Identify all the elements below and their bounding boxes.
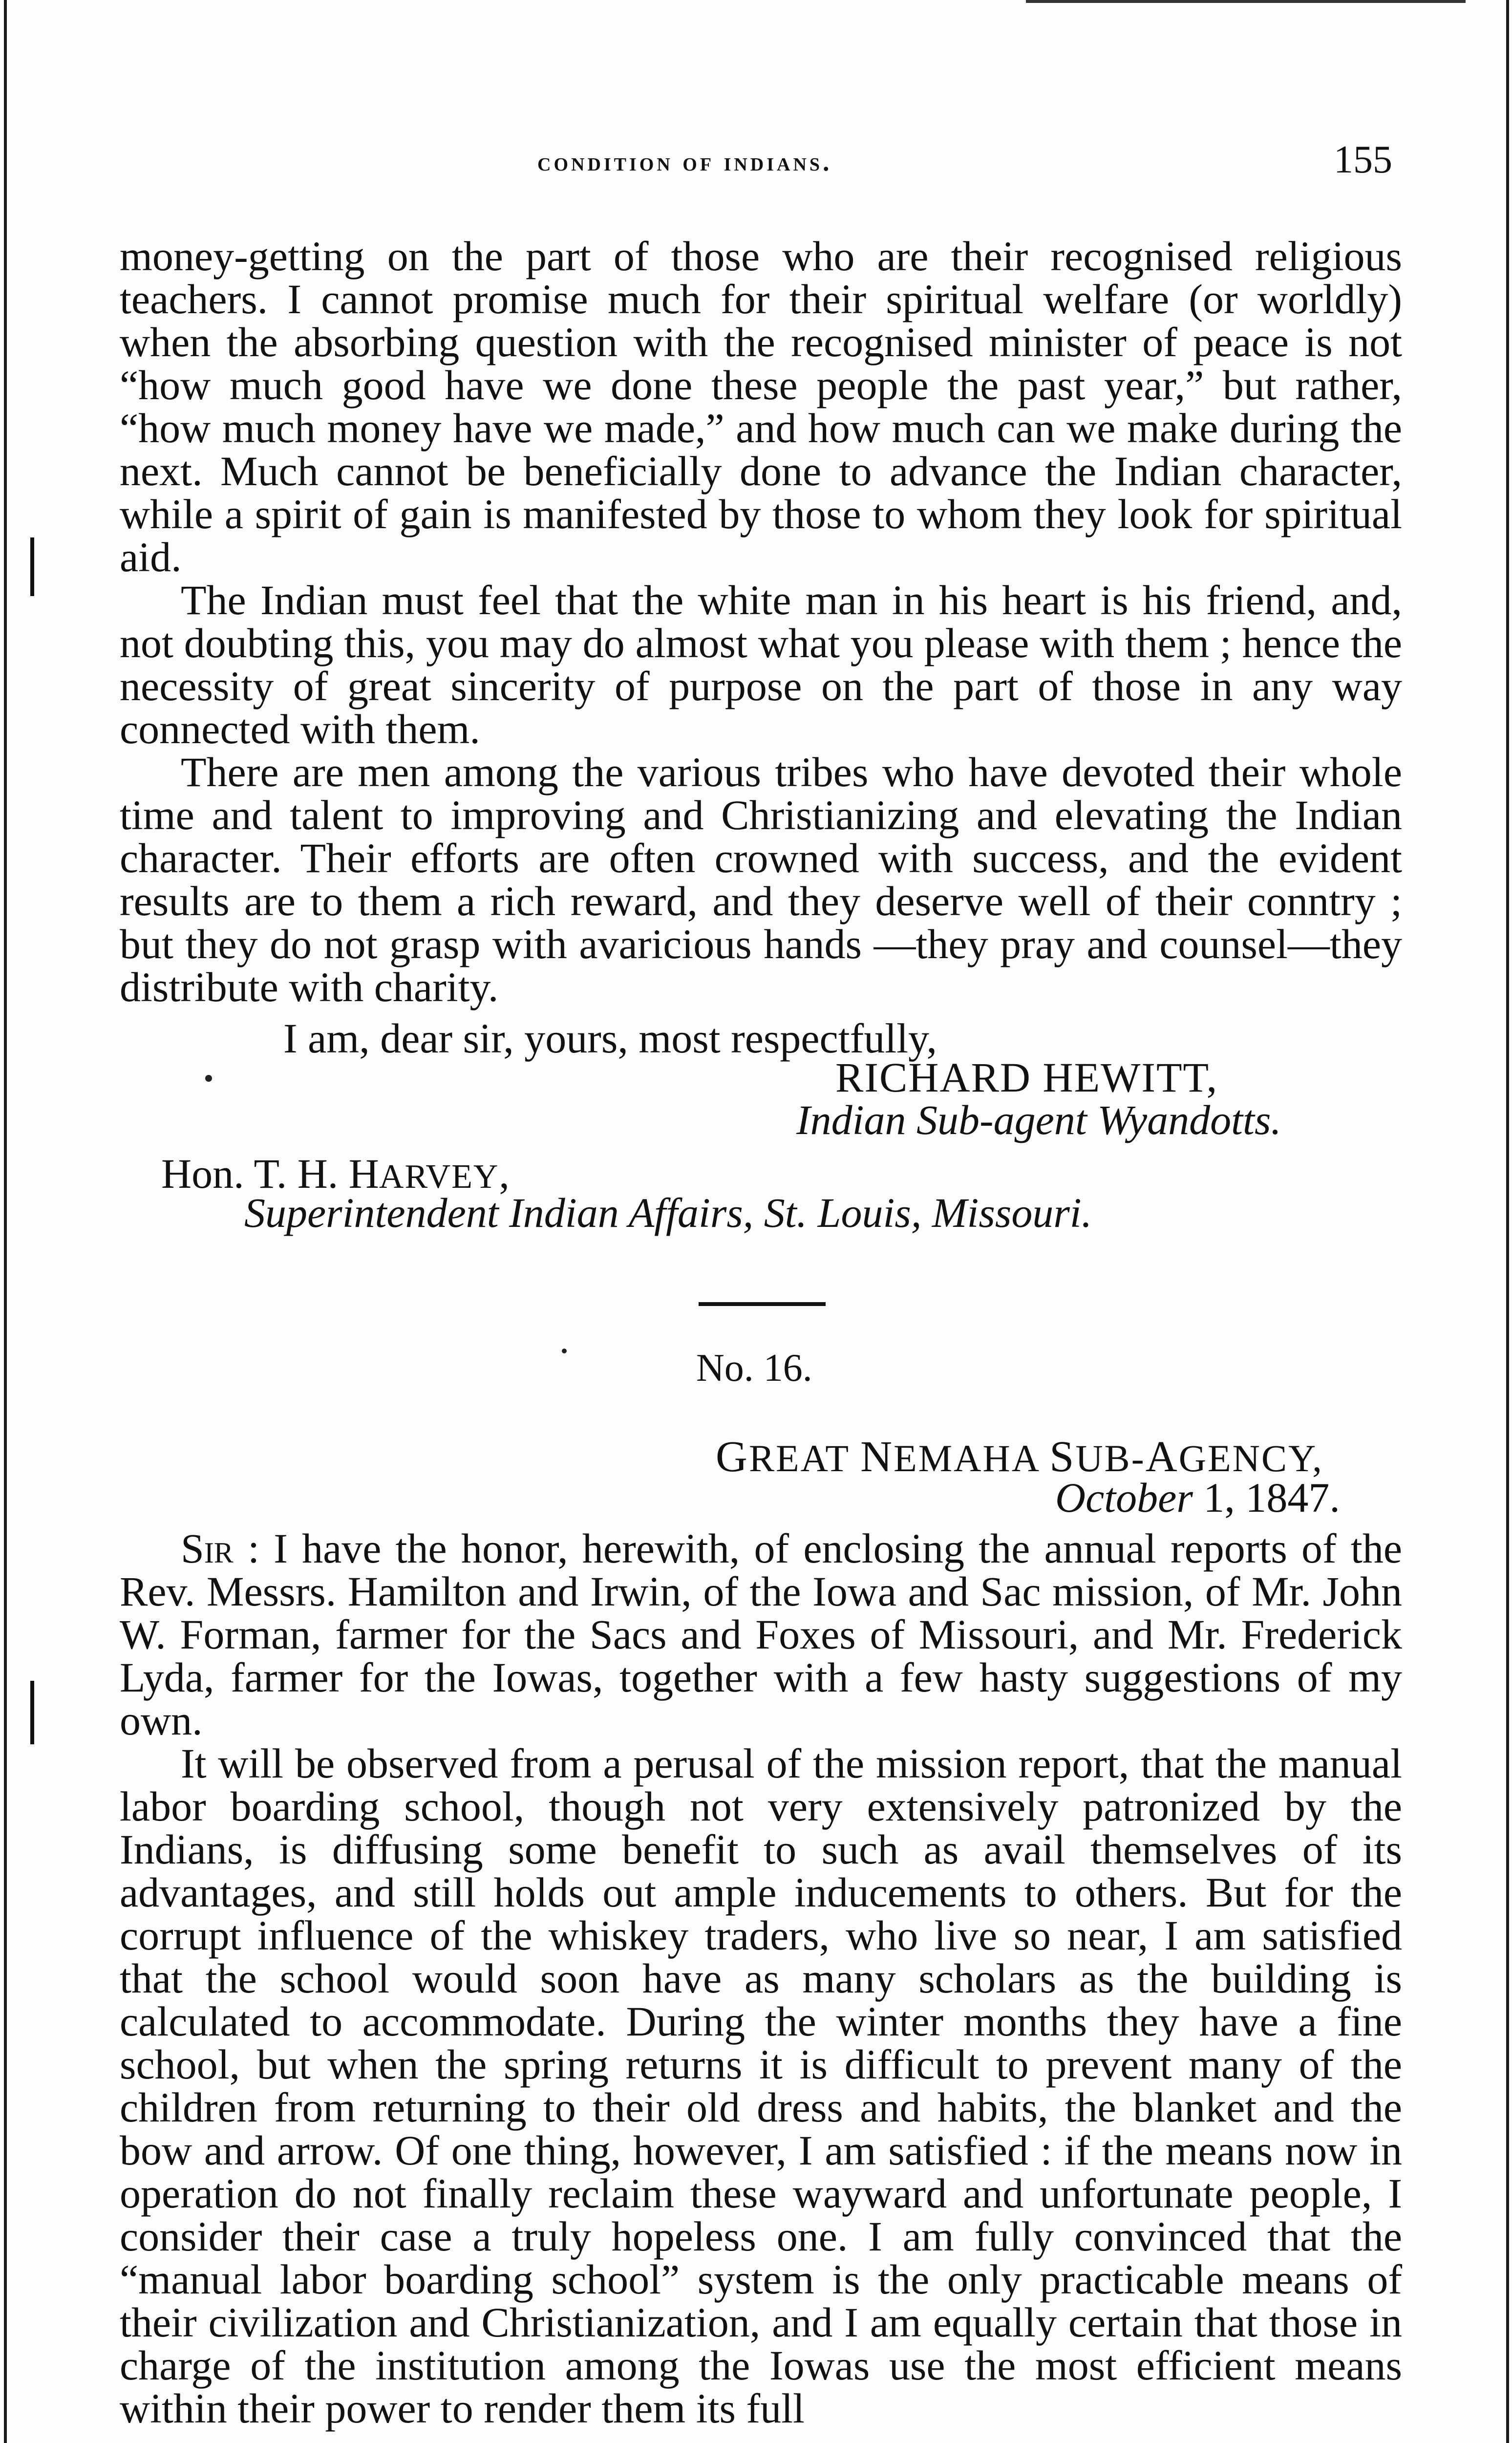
place-part: UB- (1075, 1437, 1146, 1479)
left-border-line (4, 0, 7, 2443)
signer-title: Indian Sub-agent Wyandotts. (796, 1096, 1281, 1143)
place-part: S (1049, 1433, 1076, 1481)
document-number: No. 16. (696, 1347, 812, 1390)
margin-mark (30, 537, 34, 596)
place-part: EMAHA (894, 1437, 1050, 1479)
date-month: October (1055, 1474, 1193, 1521)
salutation: Sir : (181, 1525, 259, 1572)
body-paragraph: It will be observed from a perusal of the mission report, that the manual labor boarding school, though not very extensively patronized by the Indians, is diffusing some benefit to such as avail themselves of its advantages, and still holds out ample inducements to others. But for the corrupt influence of the whiskey traders, who live so near, I am satisfied that the school would soon have as many scholars as the building is calculated to accommodate. During the winter months they have a fine school, but when the spring returns it is difficult to prevent many of the children from returning to their old dress and habits, the blanket and the bow and arrow. Of one thing, however, I am satisfied : if the means now in operation do not finally reclaim these wayward and unfortunate people, I consider their case a truly hopeless one. I am fully convinced that the “manual labor boarding school” system is the only practicable means of their civilization and Christianization, and I am equally certain that those in charge of the institution among the Iowas use the most efficient means within their power to render them its full (120, 1740, 1402, 2432)
addressee-name-part: Hon. T. H. H (161, 1150, 379, 1197)
place-part: N (860, 1433, 894, 1481)
top-edge-line (1026, 0, 1466, 3)
ink-speck (205, 1075, 212, 1082)
letter-body (120, 235, 1402, 1008)
section-divider (699, 1302, 826, 1306)
running-head: condition of indians. (537, 147, 832, 176)
place-part: GENCY, (1178, 1437, 1323, 1479)
dateline-date (1055, 1473, 1340, 1522)
report-body (120, 1527, 1402, 2430)
right-border-line (1506, 0, 1509, 2443)
addressee-name-part: ARVEY (379, 1158, 499, 1196)
place-part: G (716, 1433, 749, 1481)
addressee-name-part: , (499, 1150, 510, 1197)
place-part: REAT (749, 1437, 861, 1479)
body-paragraph (120, 1527, 1402, 1742)
place-part: A (1145, 1433, 1179, 1481)
letter-closing: I am, dear sir, yours, most respectfully, (283, 1015, 937, 1062)
paragraph-text: I have the honor, herewith, of enclosing the annual reports of the Rev. Messrs. Hamilton and Irwin, of the Iowa and Sac mission, of Mr. John W. Forman, farmer for the Sacs and Foxes of Missouri, and Mr. Frederick Lyda, farmer for the Iowas, together with a few hasty suggestions of my own. (120, 1525, 1402, 1744)
body-paragraph: The Indian must feel that the white man in his heart is his friend, and, not doubting this, you may do almost what you please with them ; hence the necessity of great sincerity of purpose on the part of those in any way connected with them. (120, 577, 1402, 752)
page-number: 155 (1334, 138, 1392, 181)
date-day-year: 1, 1847. (1193, 1474, 1340, 1521)
body-paragraph: money-getting on the part of those who are their recognised religious teachers. I cannot promise much for their spiritual welfare (or worldly) when the absorbing question with the recognised minister of peace is not “how much good have we done these people the past year,” but rather, “how much money have we made,” and how much can we make during the next. Much cannot be beneficially done to advance the Indian character, while a spirit of gain is manifested by those to whom they look for spiritual aid. (120, 233, 1402, 580)
signer-name: RICHARD HEWITT, (835, 1054, 1218, 1101)
body-paragraph: There are men among the various tribes who have devoted their whole time and talent to improving and Christianizing and elevating the Indian character. Their efforts are often crowned with success, and the evident results are to them a rich reward, and they deserve well of their conntry ; but they do not grasp with avaricious hands —they pray and counsel—they distribute with charity. (120, 749, 1402, 1010)
ink-speck (562, 1349, 567, 1353)
margin-mark (30, 1681, 34, 1744)
addressee-title: Superintendent Indian Affairs, St. Louis, Missouri. (244, 1189, 1092, 1236)
